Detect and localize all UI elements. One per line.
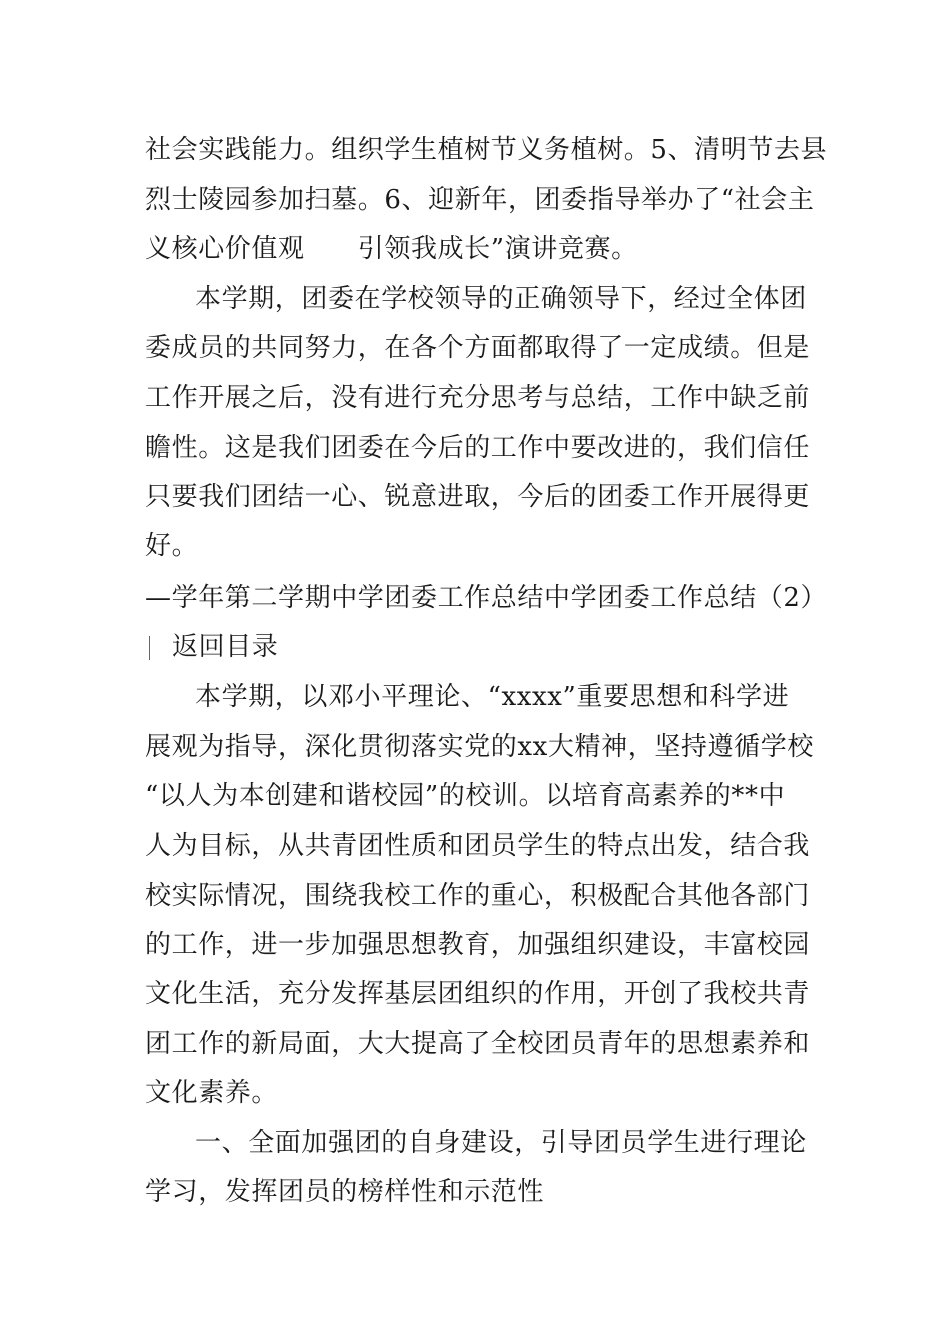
back-to-contents-link[interactable]: 返回目录 [172, 632, 279, 662]
text-line: 人为目标，从共青团性质和团员学生的特点出发，结合我 [145, 831, 811, 861]
text-line: 校实际情况，围绕我校工作的重心，积极配合其他各部门 [145, 881, 811, 911]
text-line: 烈士陵园参加扫墓。6、迎新年，团委指导举办了“社会主 [145, 185, 815, 215]
text-line: 团工作的新局面，大大提高了全校团员青年的思想素养和 [145, 1029, 811, 1059]
text-line: 只要我们团结一心、锐意进取，今后的团委工作开展得更 [145, 482, 811, 512]
paragraph-first-line: 本学期，以邓小平理论、“xxxx”重要思想和科学进 [195, 682, 790, 712]
text-line: 义核心价值观 引领我成长”演讲竞赛。 [145, 234, 638, 264]
text-line: 工作开展之后，没有进行充分思考与总结，工作中缺乏前 [145, 383, 811, 413]
paragraph-first-line: 一、全面加强团的自身建设，引导团员学生进行理论 [195, 1128, 807, 1158]
text-line: 好。 [145, 531, 199, 561]
text-line: 瞻性。这是我们团委在今后的工作中要改进的，我们信任 [145, 433, 811, 463]
section-heading: —学年第二学期中学团委工作总结中学团委工作总结（2） [145, 583, 828, 613]
paragraph-first-line: 本学期，团委在学校领导的正确领导下，经过全体团 [195, 284, 807, 314]
text-line: 展观为指导，深化贯彻落实党的xx大精神，坚持遵循学校 [145, 732, 814, 762]
text-line: 文化素养。 [145, 1078, 279, 1108]
back-to-contents-nav [145, 627, 278, 667]
text-line: 学习，发挥团员的榜样性和示范性 [145, 1177, 545, 1207]
divider [149, 636, 150, 660]
text-line: 文化生活，充分发挥基层团组织的作用，开创了我校共青 [145, 979, 811, 1009]
text-line: 委成员的共同努力，在各个方面都取得了一定成绩。但是 [145, 333, 811, 363]
text-line: 的工作，进一步加强思想教育，加强组织建设，丰富校园 [145, 930, 811, 960]
text-line: 社会实践能力。组织学生植树节义务植树。5、清明节去县 [145, 135, 828, 165]
text-line: “以人为本创建和谐校园”的校训。以培育高素养的**中 [145, 781, 786, 811]
